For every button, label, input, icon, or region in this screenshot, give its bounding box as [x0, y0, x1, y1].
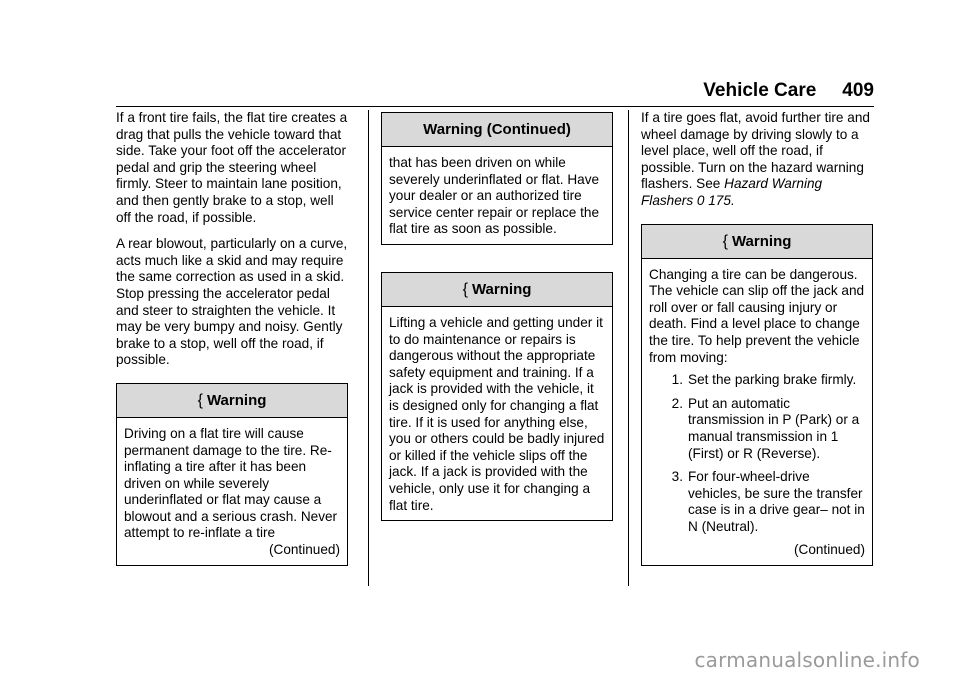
steps-list	[649, 372, 865, 535]
warning-icon: {	[462, 280, 468, 298]
paragraph-text: If a tire goes flat, avoid further tire and wheel damage by driving slowly to a level place, well off the road, if possible. Turn on the hazard warning flashers. See	[641, 110, 870, 192]
warning-icon: {	[197, 391, 203, 409]
page-ref-number[interactable]: 175	[708, 192, 731, 208]
column-1	[116, 110, 348, 566]
paragraph-end: .	[730, 192, 735, 208]
step-number: 2.	[671, 395, 683, 411]
list-item	[649, 469, 865, 535]
warning-title: Warning	[206, 391, 267, 409]
xref-hazard-warning-flashers[interactable]: Hazard Warning Flashers	[641, 176, 823, 208]
step-text: Put an automatic transmission in P (Park) or a manual transmission in 1 (First) or R (Reverse).	[688, 395, 860, 461]
warning-text: Lifting a vehicle and getting under it to do maintenance or repairs is dangerous without the appropriate safety equipment and training. If a jack is provided with the vehicle, it is designed only for changing a flat tire. If it is used for anything else, you or others could be badly injured or killed if the vehicle slips off the jack. If a jack is provided with the vehicle, only use it for changing a flat tire.	[389, 314, 605, 513]
warning-body	[382, 307, 612, 520]
warning-box	[381, 272, 613, 521]
column-divider	[368, 110, 369, 586]
warning-body	[117, 418, 347, 565]
continued-label: (Continued)	[793, 542, 865, 558]
paragraph-front-tire: If a front tire fails, the flat tire creates a drag that pulls the vehicle toward that side. Take your foot off the accelerator pedal and grip the steering wheel firmly. Steer to maintain lane position, and then gently brake to a stop, well off the road, if possible.	[116, 110, 348, 225]
warning-header	[642, 225, 872, 259]
watermark: carmanualsonline.info	[694, 648, 920, 672]
warning-continued-header: Warning (Continued)	[382, 113, 612, 147]
page-number: 409	[842, 80, 874, 101]
warning-box	[641, 224, 873, 567]
warning-title: Warning	[731, 232, 792, 250]
warning-header	[382, 273, 612, 307]
warning-header	[117, 384, 347, 418]
step-number: 1.	[671, 372, 683, 388]
warning-icon: {	[722, 232, 728, 250]
warning-text: Driving on a flat tire will cause permanent damage to the tire. Re-inflating a tire after it has been driven on while severely underinflated or flat may cause a blowout and a serious crash. Never attempt to re-inflate a tire	[124, 425, 338, 541]
list-item	[649, 396, 865, 462]
warning-box	[116, 383, 348, 566]
step-text: Set the parking brake firmly.	[688, 372, 857, 388]
paragraph-rear-blowout: A rear blowout, particularly on a curve, acts much like a skid and may require the same correction as used in a skid. Stop pressing the accelerator pedal and steer to straighten the vehicle. It may be very bumpy and noisy. Gently brake to a stop, well off the road, if possible.	[116, 236, 348, 368]
list-item	[649, 372, 865, 389]
column-3	[641, 110, 873, 566]
step-number: 3.	[671, 469, 683, 485]
step-text: For four-wheel-drive vehicles, be sure the transfer case is in a drive gear– not in N (Neutral).	[688, 469, 865, 534]
column-2	[381, 110, 613, 521]
warning-continued-text: that has been driven on while severely underinflated or flat. Have your dealer or an authorized tire service center repair or replace the flat tire as soon as possible.	[389, 155, 600, 237]
page-ref-icon: 0	[696, 192, 705, 208]
continued-label: (Continued)	[268, 542, 340, 558]
warning-body	[642, 259, 872, 566]
warning-title: Warning	[471, 280, 532, 298]
page-header	[703, 80, 874, 102]
warning-continued-box	[381, 112, 613, 245]
warning-continued-body	[382, 147, 612, 244]
warning-intro: Changing a tire can be dangerous. The vehicle can slip off the jack and roll over or fall causing injury or death. Find a level place to change the tire. To help prevent the vehicle from moving:	[649, 266, 865, 365]
paragraph-flat-tire	[641, 110, 873, 210]
header-rule	[116, 106, 874, 107]
section-title: Vehicle Care	[703, 80, 817, 101]
column-divider	[628, 110, 629, 586]
